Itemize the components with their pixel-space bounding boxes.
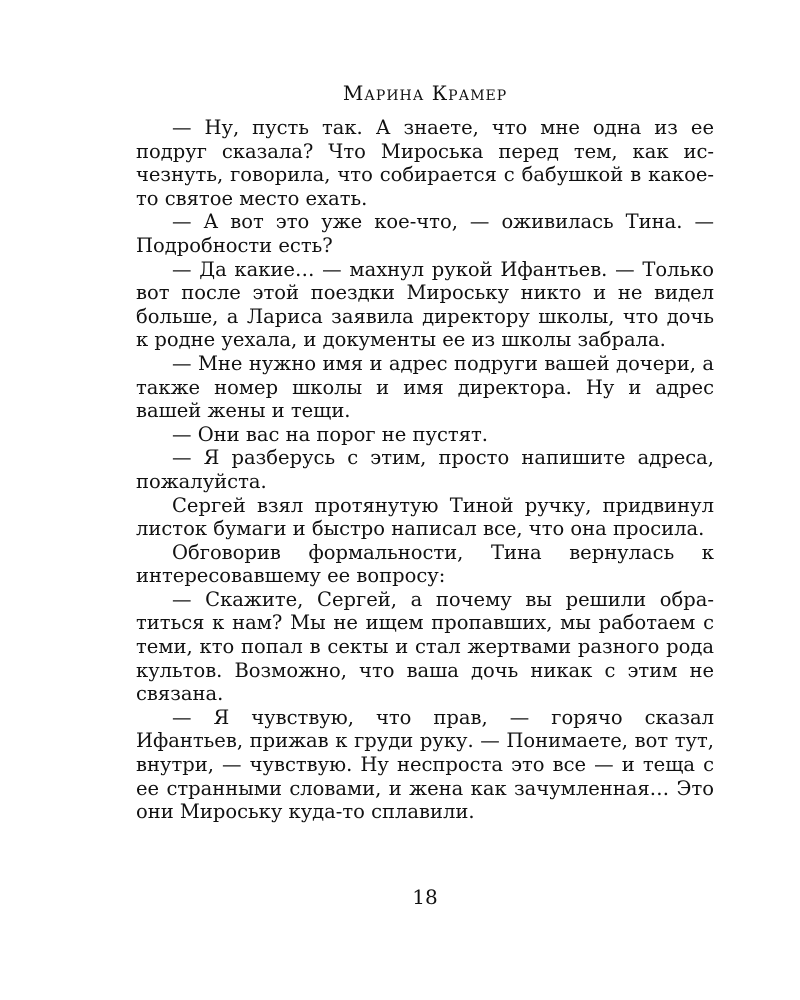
paragraph: Сергей взял протянутую Тиной ручку, придвинул листок бумаги и быстро написал все, что она просила. xyxy=(136,493,714,541)
paragraph: — Ну, пусть так. А знаете, что мне одна из ее подруг сказала? Что Мироська перед тем, как исчезнуть, говорила, что собирается с бабушкой в какое-то святое место ехать. xyxy=(136,116,714,210)
paragraph: Обговорив формальности, Тина вернулась к интересовавшему ее вопросу: xyxy=(136,540,714,588)
paragraph: — А вот это уже кое-что, — оживилась Тина. — Подробности есть? xyxy=(136,210,714,257)
paragraph: — Я разберусь с этим, просто напишите адреса, пожалуйста. xyxy=(136,446,714,493)
running-header: Марина Крамер xyxy=(342,81,508,105)
page-number: 18 xyxy=(412,885,438,909)
paragraph: — Мне нужно имя и адрес подруги вашей дочери, а также номер школы и имя директора. Ну и адрес вашей жены и тещи. xyxy=(136,351,714,423)
book-page xyxy=(136,0,714,1000)
paragraph: — Да какие… — махнул рукой Ифантьев. — Только вот после этой поездки Мироську никто и не видел больше, а Лариса заявила директору школы, что дочь к родне уехала, и документы ее из школы забрала. xyxy=(136,257,714,352)
paragraph: — Они вас на порог не пустят. xyxy=(172,422,488,446)
paragraph: — Я чувствую, что прав, — горячо сказал Ифантьев, прижав к груди руку. — Понимаете, вот тут, внутри, — чувствую. Ну неспроста это все — и теща с ее странными словами, и жена как зачумленная… Это они Мироську куда-то сплавили. xyxy=(136,705,714,824)
paragraph: — Скажите, Сергей, а почему вы решили обратиться к нам? Мы не ищем пропавших, мы работаем с теми, кто попал в секты и стал жертвами разного рода культов. Возможно, что ваша дочь никак с этим не связана. xyxy=(136,587,714,706)
body-text xyxy=(136,116,714,824)
